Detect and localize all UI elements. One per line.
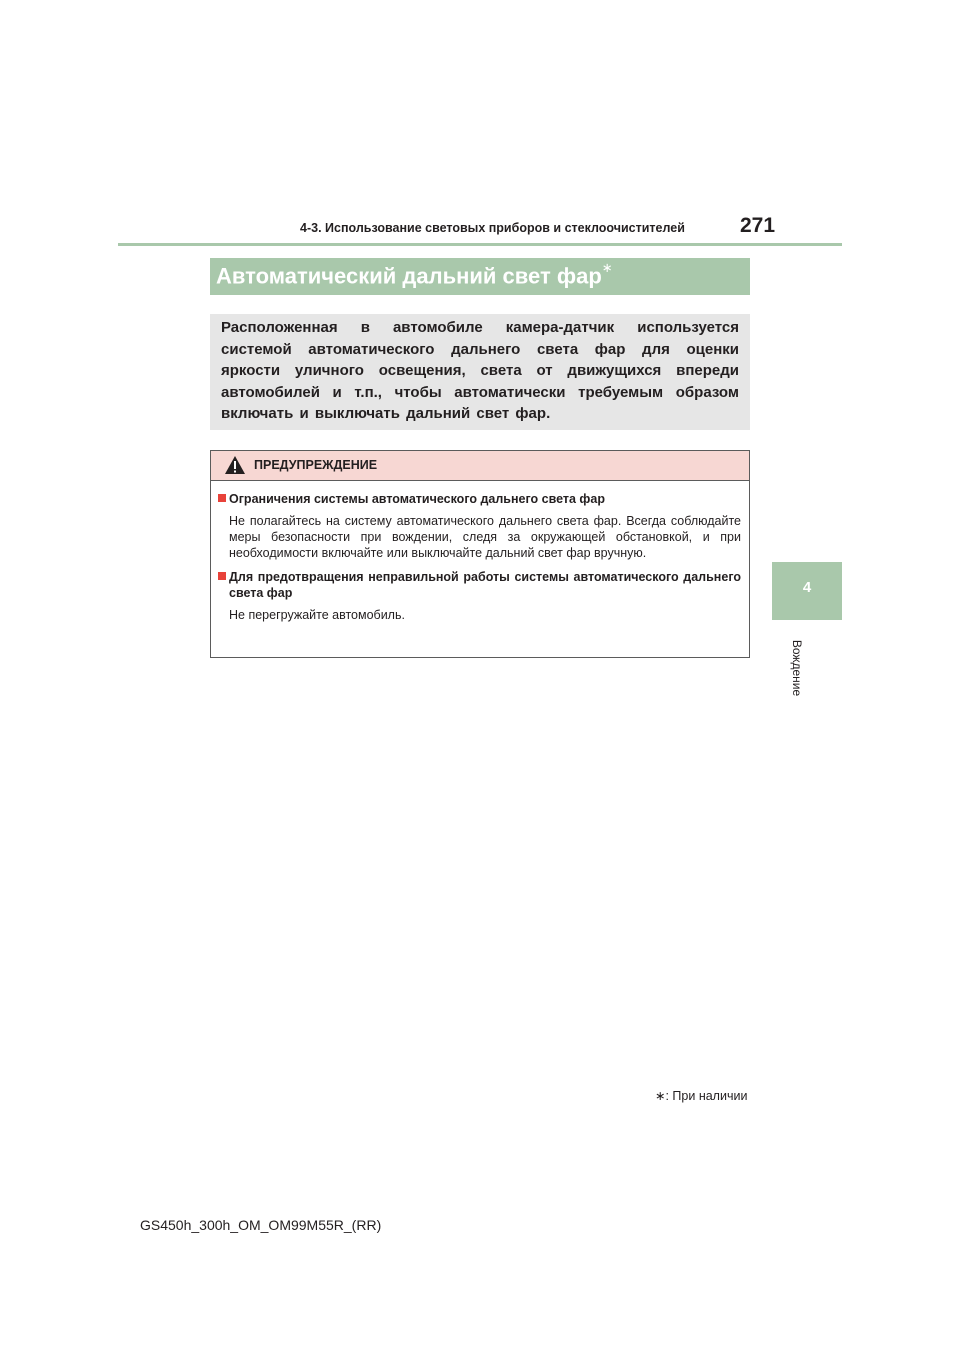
- optional-marker: ∗: [601, 260, 613, 275]
- section-header: 4-3. Использование световых приборов и стеклоочистителей: [300, 221, 685, 235]
- warning-item-text: Не перегружайте автомобиль.: [229, 608, 405, 622]
- page-number: 271: [740, 214, 776, 237]
- warning-title: ПРЕДУПРЕЖДЕНИЕ: [254, 458, 378, 472]
- chapter-number: 4: [802, 579, 812, 596]
- red-square-bullet-icon: [218, 494, 226, 502]
- warning-box: [210, 450, 750, 658]
- section-title: [216, 260, 613, 289]
- section-title-text: Автоматический дальний свет фар: [216, 263, 602, 289]
- warning-item-title: [218, 491, 741, 507]
- intro-text: Расположенная в автомобиле камера-датчик используется системой автоматического дальнего света фар для оценки яркости уличного освещения, света от движущихся впереди автомобилей и т.п., чтобы автоматически требуемым образом включать и выключать дальний свет фар.: [221, 319, 739, 423]
- footnote-text: : При наличии: [665, 1089, 748, 1103]
- warning-item-title: [218, 569, 741, 601]
- header-divider: [118, 243, 842, 246]
- chapter-label: Вождение: [790, 639, 804, 697]
- warning-item-text: Не полагайтесь на систему автоматического дальнего света фар. Всегда соблюдайте меры безопасности при вождении, следя за окружающей обстановкой, и при необходимости включайте или выключайте дальний свет фар вручную.: [229, 514, 741, 560]
- footnote: [655, 1088, 747, 1103]
- warning-header: [211, 451, 749, 481]
- warning-item-title-text: Для предотвращения неправильной работы системы автоматического дальнего света фар: [229, 570, 741, 600]
- red-square-bullet-icon: [218, 572, 226, 580]
- warning-body: [218, 491, 741, 623]
- chapter-tab: [772, 562, 842, 620]
- footnote-marker: ∗: [655, 1089, 666, 1103]
- section-title-bar: [210, 258, 750, 295]
- intro-box: [210, 314, 750, 430]
- document-footer: GS450h_300h_OM_OM99M55R_(RR): [140, 1217, 382, 1233]
- warning-item-title-text: Ограничения системы автоматического дальнего света фар: [229, 492, 605, 506]
- warning-triangle-icon: [224, 455, 246, 475]
